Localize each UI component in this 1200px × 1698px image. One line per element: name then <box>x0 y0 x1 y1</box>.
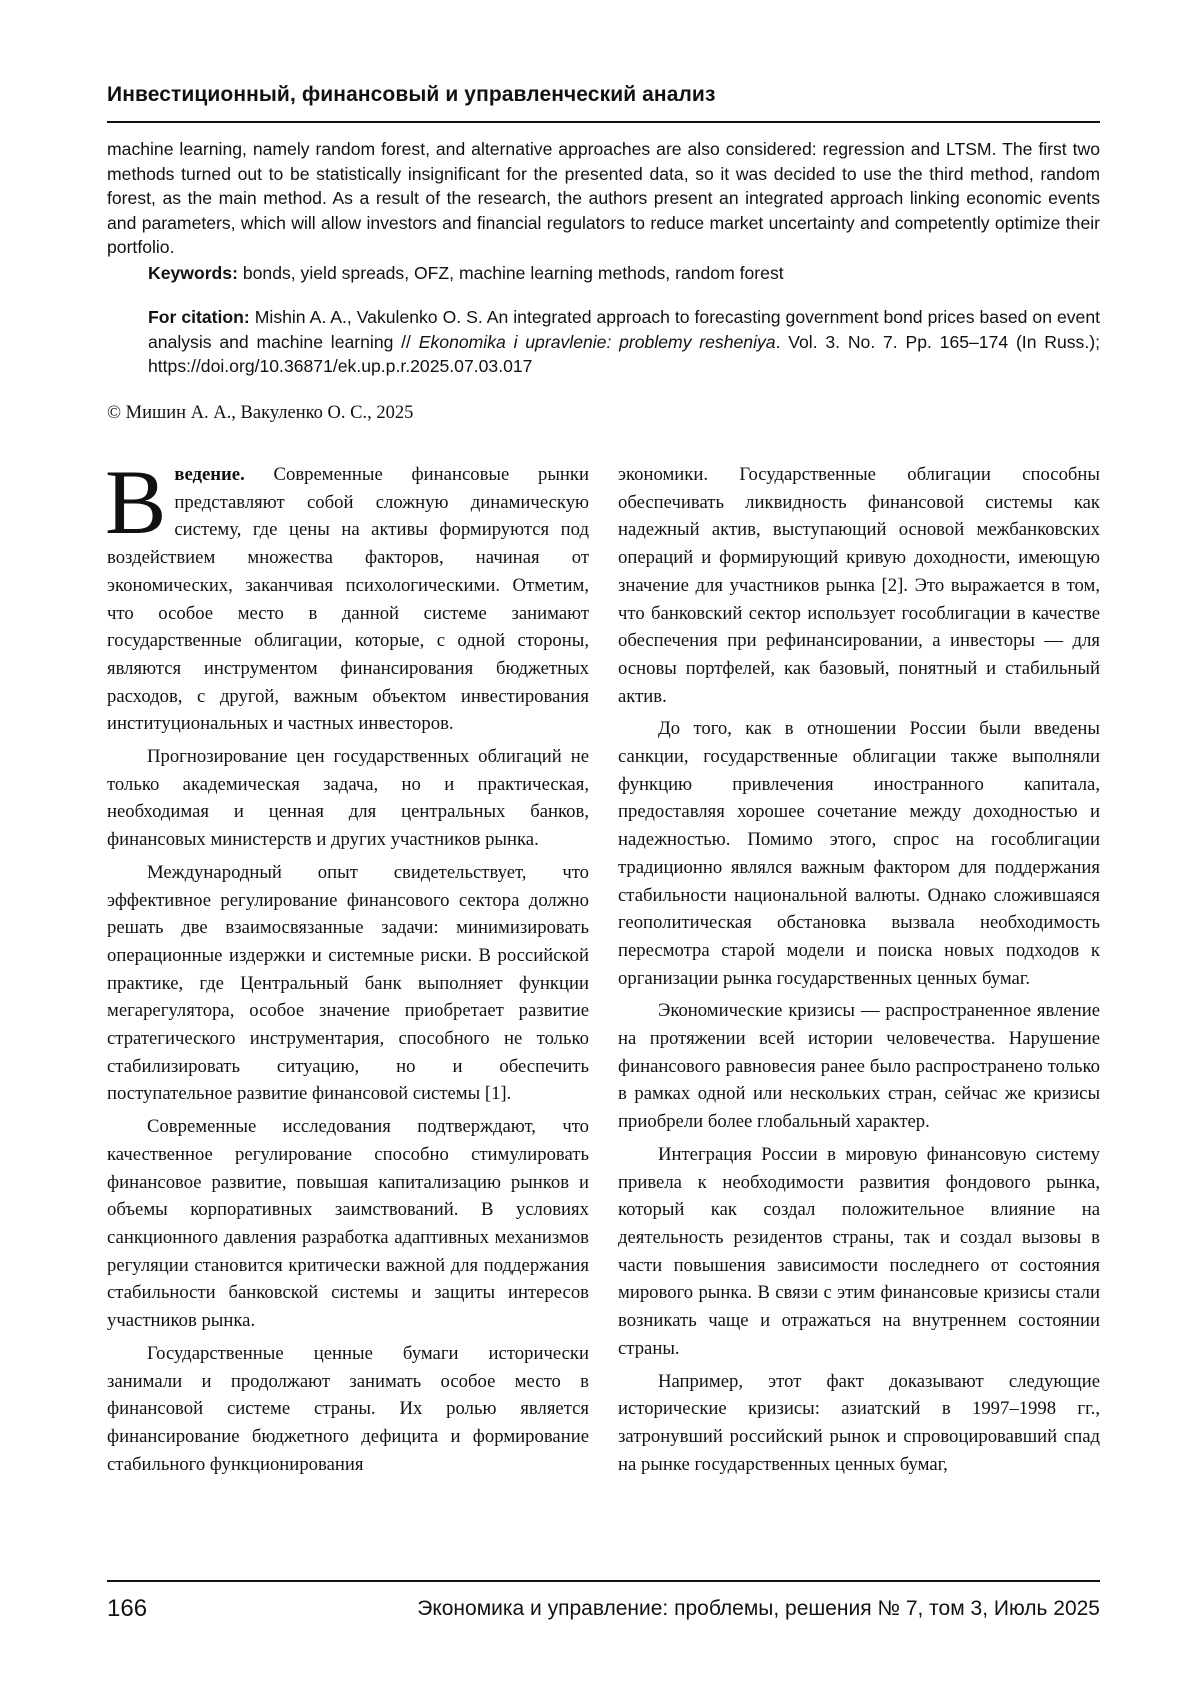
body-paragraph: До того, как в отношении России были введены санкции, государственные облигации также выполняли функцию привлечения иностранного капитала, предоставляя хорошее сочетание между доходностью и надежностью. Помимо этого, спрос на гособлигации традиционно являлся важным фактором для поддержания стабильности национальной валюты. Однако сложившаяся геополитическая обстановка вызвала необходимость пересмотра старой модели и поиска новых подходов к организации рынка государственных ценных бумаг. <box>618 718 1100 989</box>
header-divider <box>107 121 1100 123</box>
body-paragraph: Современные исследования подтверждают, что качественное регулирование способно стимулировать финансовое развитие, повышая капитализацию рынков и объемы корпоративных заимствований. В условиях санкционного давления разработка адаптивных механизмов регуляции становится критически важной для поддержания стабильности банковской системы и защиты интересов участников рынка. <box>107 1116 589 1332</box>
body-paragraph: экономики. Государственные облигации способны обеспечивать ликвидность финансовой системы как надежный актив, выступающий основой межбанковских операций и формирующий кривую доходности, имеющую значение для участников рынка [2]. Это выражается в том, что банковский сектор использует гособлигации в качестве обеспечения при рефинансировании, а инвесторы — для основы портфелей, как базовый, понятный и стабильный актив. <box>618 464 1100 707</box>
body-paragraph <box>105 451 589 738</box>
intro-lead: ведение. <box>174 464 245 485</box>
abstract-text: machine learning, namely random forest, and alternative approaches are also considered: regression and LTSM. The first two methods turned out to be statistically insignificant for the presented data, so it was decided to use the third method, random forest, as the main method. As a result of the research, the authors present an integrated approach linking economic events and parameters, which will allow investors and financial regulators to reduce market uncertainty and competently optimize their portfolio. <box>107 139 1100 257</box>
citation-text: Mishin A. A., Vakulenko O. S. An integrated approach to forecasting government bond prices based on event analysis and machine learning // <box>148 307 1101 352</box>
journal-title: Экономика и управление: проблемы, решения № 7, том 3, Июль 2025 <box>417 1597 1100 1620</box>
body-paragraph: Например, этот факт доказывают следующие исторические кризисы: азиатский в 1997–1998 гг., затронувший российский рынок и спровоцировавший спад на рынке государственных ценных бумаг, <box>618 1370 1100 1475</box>
drop-cap: В <box>105 451 167 553</box>
body-paragraph: Международный опыт свидетельствует, что эффективное регулирование финансового сектора должно решать две взаимосвязанные задачи: минимизировать операционные издержки и системные риски. В российской практике, где Центральный банк выполняет функции мегарегулятора, особое значение приобретает развитие стратегического инструментария, способного не только стабилизировать ситуацию, но и обеспечить поступательное развитие финансовой системы [1]. <box>107 861 589 1105</box>
copyright-line: © Мишин А. А., Вакуленко О. С., 2025 <box>107 403 414 423</box>
body-paragraph: Государственные ценные бумаги исторически занимали и продолжают занимать особое место в финансовой системе страны. Их ролью является финансирование бюджетного дефицита и формирование стабильного функционирования <box>107 1342 589 1475</box>
journal-page <box>107 0 1100 1698</box>
keywords <box>148 261 1100 286</box>
right-column <box>618 461 1100 1483</box>
left-column <box>105 451 589 1483</box>
keywords-text: bonds, yield spreads, OFZ, machine learning methods, random forest <box>242 263 784 283</box>
citation-details: . Vol. 3. No. 7. Pp. 165–174 (In Russ.); https://doi.org/10.36871/ek.up.p.r.2025.07.03.017 <box>148 331 1100 376</box>
body-paragraph: Прогнозирование цен государственных облигаций не только академическая задача, но и практическая, необходимая и ценная для центральных банков, финансовых министерств и других участников рынка. <box>107 746 589 851</box>
keywords-label: Keywords: <box>148 263 238 283</box>
paragraph-text: Современные финансовые рынки представляют собой сложную динамическую систему, где цены на активы формируются под воздействием множества факторов, начиная от экономических, заканчивая психологическими. Отметим, что особое место в данной системе занимают государственные облигации, которые, с одной стороны, являются инструментом финансирования бюджетных расходов, с другой, важным объектом инвестирования институциональных и частных инвесторов. <box>107 464 589 735</box>
footer-divider <box>107 1580 1100 1582</box>
page-number: 166 <box>107 1595 148 1622</box>
body-paragraph: Экономические кризисы — распространенное явление на протяжении всей истории человечества. Нарушение финансового равновесия ранее было распространено только в рамках одной или нескольких стран, сейчас же кризисы приобрели более глобальный характер. <box>618 1000 1100 1133</box>
citation <box>148 305 1100 379</box>
section-title: Инвестиционный, финансовый и управленческий анализ <box>107 83 716 106</box>
body-paragraph: Интеграция России в мировую финансовую систему привела к необходимости развития фондового рынка, который как создал положительное влияние на деятельность резидентов страны, так и создал вызовы в части повышения зависимости последнего от состояния мирового рынка. В связи с этим финансовые кризисы стали возникать чаще и отражаться на внутреннем состоянии страны. <box>618 1143 1100 1359</box>
citation-journal: Ekonomika i upravlenie: problemy resheniya <box>418 331 776 352</box>
citation-label: For citation: <box>148 307 250 327</box>
